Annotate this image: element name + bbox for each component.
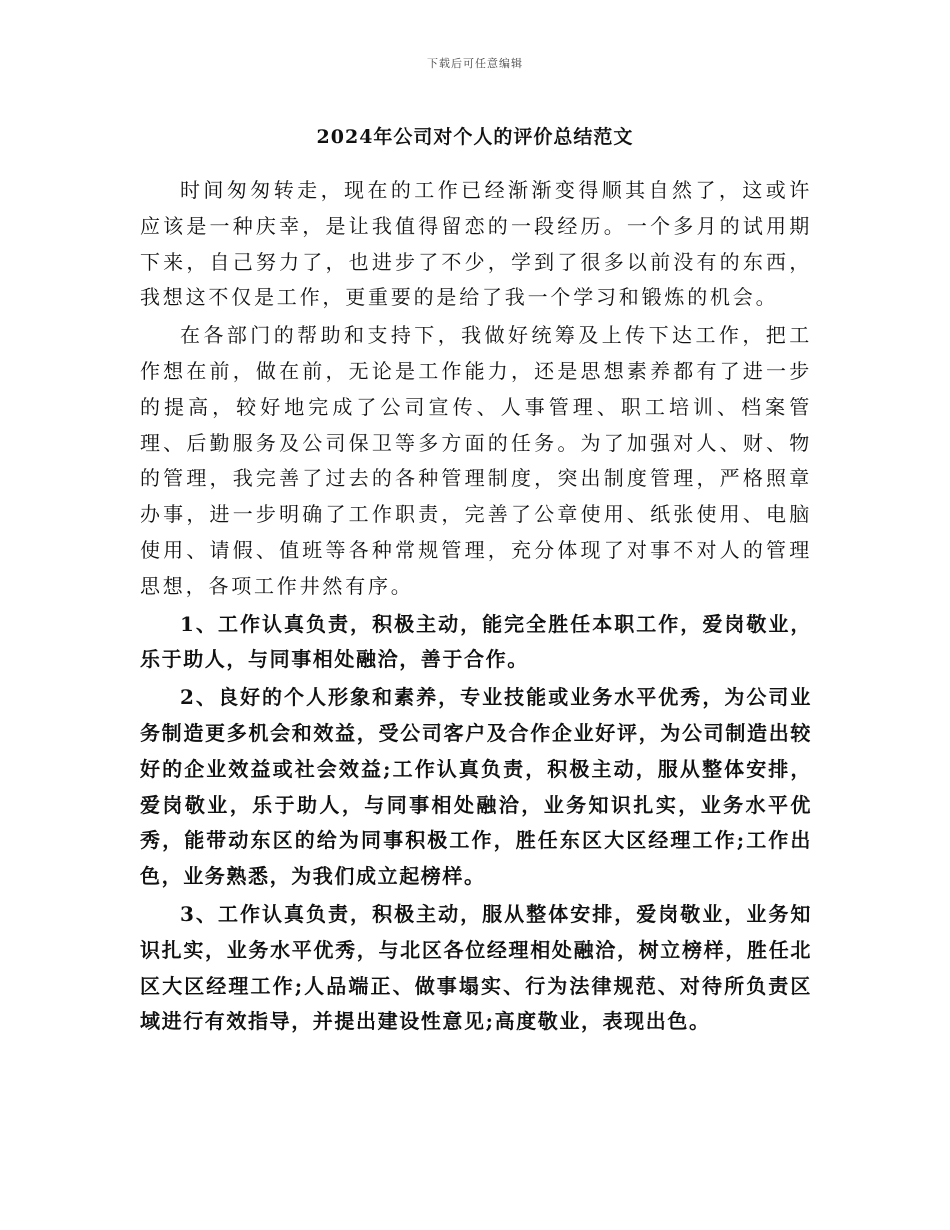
evaluation-item-2: 2、良好的个人形象和素养，专业技能或业务水平优秀，为公司业务制造更多机会和效益，受公司客户及合作企业好评，为公司制造出较好的企业效益或社会效益;工作认真负责，积极主动，服从整体安排，爱岗敬业，乐于助人，与同事相处融洽，业务知识扎实，业务水平优秀，能带动东区的给为同事积极工作，胜任东区大区经理工作;工作出色，业务熟悉，为我们成立起榜样。	[140, 685, 812, 889]
page-header-note: 下载后可任意编辑	[427, 57, 523, 70]
evaluation-item-3: 3、工作认真负责，积极主动，服从整体安排，爱岗敬业，业务知识扎实，业务水平优秀，与北区各位经理相处融洽，树立榜样，胜任北区大区经理工作;人品端正、做事塌实、行为法律规范、对待所负责区域进行有效指导，并提出建设性意见;高度敬业，表现出色。	[140, 901, 812, 1034]
paragraph-intro: 时间匆匆转走，现在的工作已经渐渐变得顺其自然了，这或许应该是一种庆幸，是让我值得留恋的一段经历。一个多月的试用期下来，自己努力了，也进步了不少，学到了很多以前没有的东西，我想这不仅是工作，更重要的是给了我一个学习和锻炼的机会。	[140, 178, 812, 310]
evaluation-item-1: 1、工作认真负责，积极主动，能完全胜任本职工作，爱岗敬业，乐于助人，与同事相处融洽，善于合作。	[140, 611, 812, 672]
document-title: 2024年公司对个人的评价总结范文	[316, 126, 634, 148]
paragraph-work-summary: 在各部门的帮助和支持下，我做好统筹及上传下达工作，把工作想在前，做在前，无论是工作能力，还是思想素养都有了进一步的提高，较好地完成了公司宣传、人事管理、职工培训、档案管理、后勤服务及公司保卫等多方面的任务。为了加强对人、财、物的管理，我完善了过去的各种管理制度，突出制度管理，严格照章办事，进一步明确了工作职责，完善了公章使用、纸张使用、电脑使用、请假、值班等各种常规管理，充分体现了对事不对人的管理思想，各项工作井然有序。	[140, 323, 812, 598]
document-body	[140, 173, 812, 1040]
